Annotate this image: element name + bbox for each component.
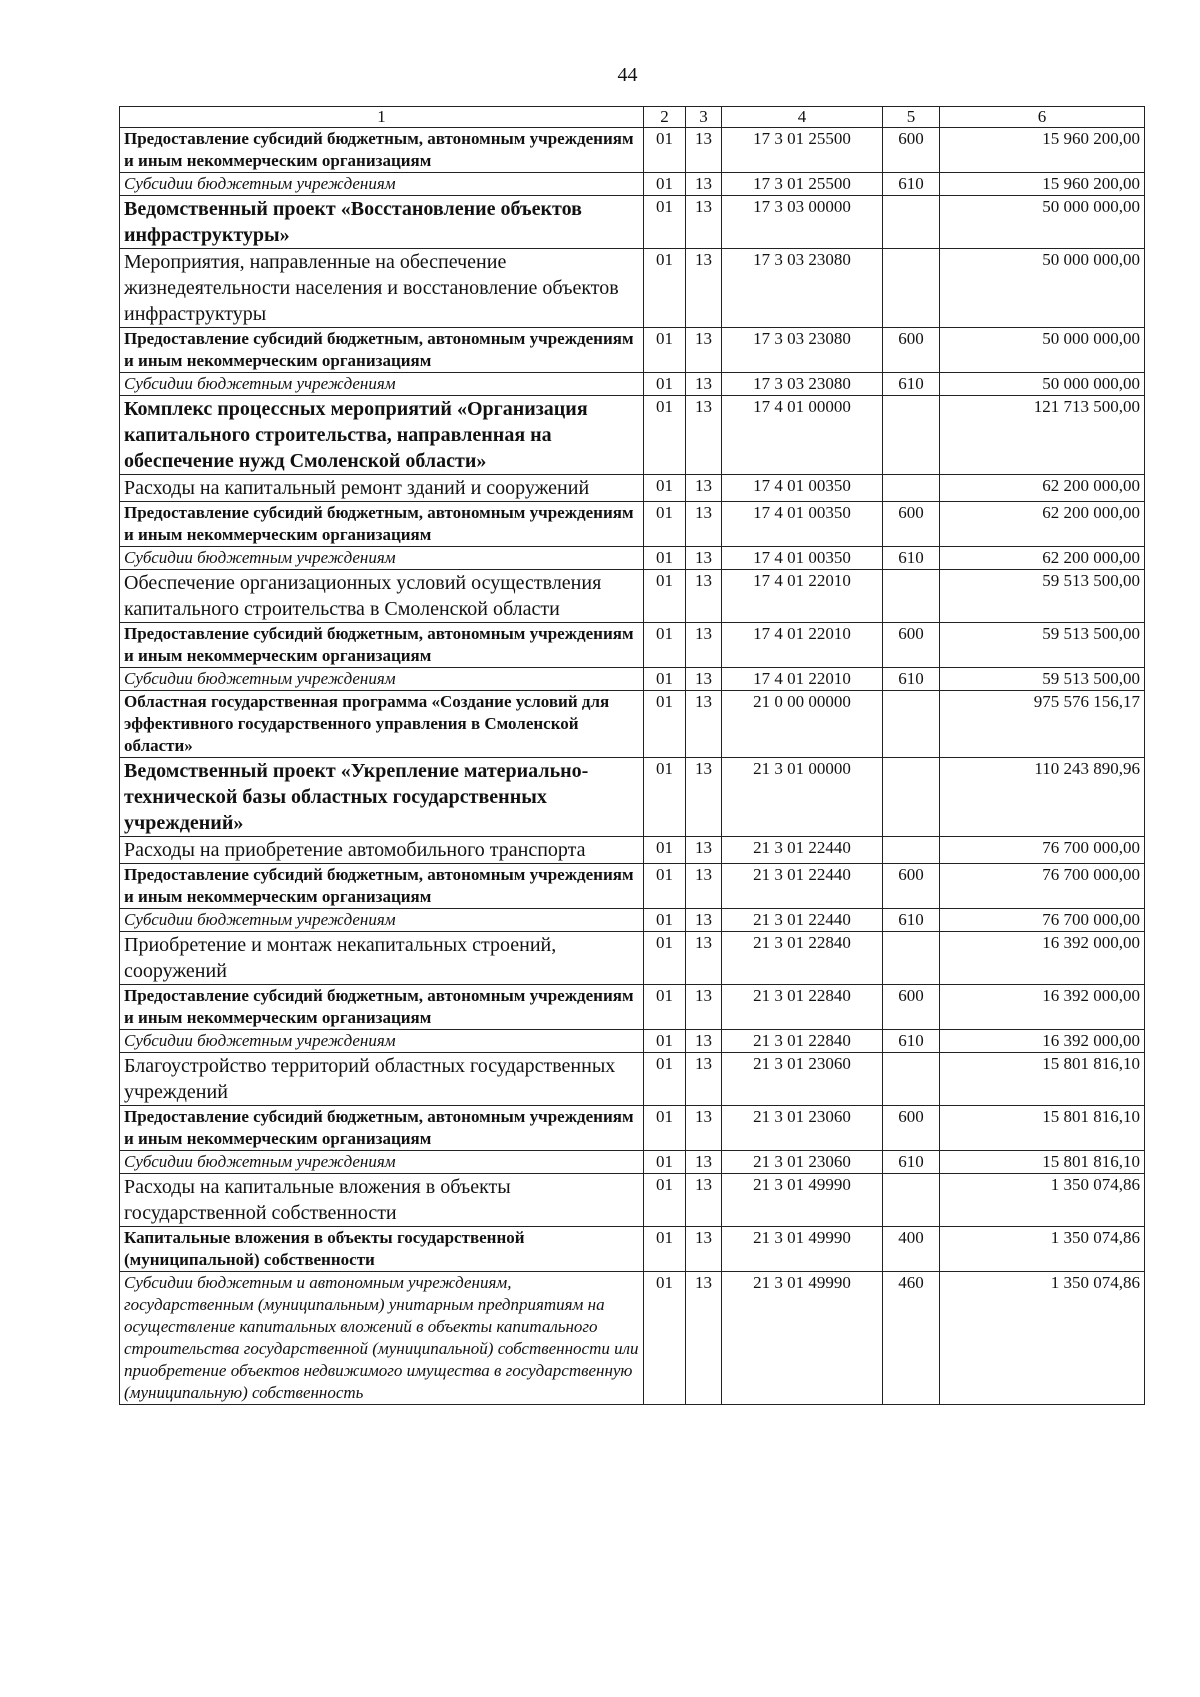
row-amount-cell: 15 960 200,00 (940, 128, 1145, 173)
row-name-cell: Приобретение и монтаж некапитальных строений, сооружений (120, 932, 644, 985)
row-amount-cell: 59 513 500,00 (940, 668, 1145, 691)
row-target-code-cell: 17 4 01 00350 (722, 502, 883, 547)
row-name-cell: Обеспечение организационных условий осуществления капитального строительства в Смоленской области (120, 570, 644, 623)
row-expense-type-cell: 600 (883, 328, 940, 373)
row-section-cell: 01 (644, 1272, 686, 1405)
row-target-code-cell: 17 4 01 00000 (722, 396, 883, 475)
row-subsection-cell: 13 (686, 196, 722, 249)
header-row (120, 107, 1145, 128)
row-subsection-cell: 13 (686, 1053, 722, 1106)
row-name-cell: Предоставление субсидий бюджетным, автономным учреждениям и иным некоммерческим организациям (120, 623, 644, 668)
table-row (120, 1151, 1145, 1174)
row-section-cell: 01 (644, 1174, 686, 1227)
row-section-cell: 01 (644, 864, 686, 909)
table-row (120, 691, 1145, 758)
table-row (120, 864, 1145, 909)
table-row (120, 547, 1145, 570)
table-row (120, 932, 1145, 985)
row-expense-type-cell: 600 (883, 1106, 940, 1151)
row-section-cell: 01 (644, 1030, 686, 1053)
table-row (120, 173, 1145, 196)
table-row (120, 396, 1145, 475)
row-target-code-cell: 17 4 01 22010 (722, 668, 883, 691)
row-expense-type-cell (883, 1053, 940, 1106)
row-name-cell: Предоставление субсидий бюджетным, автономным учреждениям и иным некоммерческим организациям (120, 502, 644, 547)
table-row (120, 502, 1145, 547)
row-expense-type-cell: 610 (883, 173, 940, 196)
row-target-code-cell: 17 4 01 00350 (722, 547, 883, 570)
row-expense-type-cell (883, 396, 940, 475)
row-name-cell: Комплекс процессных мероприятий «Организация капитального строительства, направленная на обеспечение нужд Смоленской области» (120, 396, 644, 475)
row-name-cell: Субсидии бюджетным учреждениям (120, 1030, 644, 1053)
row-target-code-cell: 17 4 01 00350 (722, 475, 883, 502)
row-section-cell: 01 (644, 173, 686, 196)
row-section-cell: 01 (644, 373, 686, 396)
row-amount-cell: 62 200 000,00 (940, 475, 1145, 502)
row-section-cell: 01 (644, 475, 686, 502)
row-section-cell: 01 (644, 932, 686, 985)
row-amount-cell: 50 000 000,00 (940, 249, 1145, 328)
row-subsection-cell: 13 (686, 837, 722, 864)
row-amount-cell: 50 000 000,00 (940, 196, 1145, 249)
row-subsection-cell: 13 (686, 475, 722, 502)
table-row (120, 1106, 1145, 1151)
table-row (120, 1053, 1145, 1106)
row-target-code-cell: 21 3 01 22440 (722, 864, 883, 909)
row-target-code-cell: 21 3 01 49990 (722, 1272, 883, 1405)
row-subsection-cell: 13 (686, 1174, 722, 1227)
column-header-1: 1 (120, 107, 644, 128)
row-amount-cell: 15 960 200,00 (940, 173, 1145, 196)
row-expense-type-cell (883, 249, 940, 328)
row-name-cell: Субсидии бюджетным учреждениям (120, 668, 644, 691)
row-target-code-cell: 21 3 01 22440 (722, 909, 883, 932)
column-header-4: 4 (722, 107, 883, 128)
row-name-cell: Ведомственный проект «Восстановление объектов инфраструктуры» (120, 196, 644, 249)
row-amount-cell: 110 243 890,96 (940, 758, 1145, 837)
row-target-code-cell: 17 3 03 23080 (722, 373, 883, 396)
row-name-cell: Ведомственный проект «Укрепление материально-технической базы областных государственных учреждений» (120, 758, 644, 837)
row-expense-type-cell: 600 (883, 502, 940, 547)
row-expense-type-cell: 600 (883, 985, 940, 1030)
row-subsection-cell: 13 (686, 932, 722, 985)
row-subsection-cell: 13 (686, 985, 722, 1030)
row-amount-cell: 16 392 000,00 (940, 1030, 1145, 1053)
row-target-code-cell: 17 4 01 22010 (722, 623, 883, 668)
table-row (120, 328, 1145, 373)
row-subsection-cell: 13 (686, 1151, 722, 1174)
table-body (120, 128, 1145, 1405)
row-name-cell: Предоставление субсидий бюджетным, автономным учреждениям и иным некоммерческим организациям (120, 985, 644, 1030)
column-header-3: 3 (686, 107, 722, 128)
row-section-cell: 01 (644, 196, 686, 249)
page-number: 44 (617, 64, 638, 86)
table-row (120, 249, 1145, 328)
row-section-cell: 01 (644, 396, 686, 475)
row-subsection-cell: 13 (686, 1272, 722, 1405)
row-name-cell: Субсидии бюджетным и автономным учреждениям, государственным (муниципальным) унитарным предприятиям на осуществление капитальных вложений в объекты капитального строительства государственной (муниципальной) собственности или приобретение объектов недвижимого имущества в государственную (муниципальную) собственность (120, 1272, 644, 1405)
row-expense-type-cell: 600 (883, 864, 940, 909)
row-expense-type-cell: 610 (883, 1151, 940, 1174)
row-amount-cell: 1 350 074,86 (940, 1174, 1145, 1227)
row-subsection-cell: 13 (686, 547, 722, 570)
row-expense-type-cell: 610 (883, 1030, 940, 1053)
row-section-cell: 01 (644, 1227, 686, 1272)
row-target-code-cell: 21 3 01 49990 (722, 1174, 883, 1227)
row-expense-type-cell: 460 (883, 1272, 940, 1405)
row-expense-type-cell: 610 (883, 373, 940, 396)
table-row (120, 1030, 1145, 1053)
row-expense-type-cell (883, 570, 940, 623)
row-section-cell: 01 (644, 623, 686, 668)
row-section-cell: 01 (644, 328, 686, 373)
row-target-code-cell: 21 3 01 22440 (722, 837, 883, 864)
row-name-cell: Предоставление субсидий бюджетным, автономным учреждениям и иным некоммерческим организациям (120, 128, 644, 173)
table-row (120, 475, 1145, 502)
row-name-cell: Расходы на капитальный ремонт зданий и сооружений (120, 475, 644, 502)
row-subsection-cell: 13 (686, 623, 722, 668)
row-name-cell: Предоставление субсидий бюджетным, автономным учреждениям и иным некоммерческим организациям (120, 864, 644, 909)
row-amount-cell: 76 700 000,00 (940, 864, 1145, 909)
table-row (120, 909, 1145, 932)
row-subsection-cell: 13 (686, 373, 722, 396)
row-name-cell: Субсидии бюджетным учреждениям (120, 547, 644, 570)
row-section-cell: 01 (644, 909, 686, 932)
row-amount-cell: 16 392 000,00 (940, 932, 1145, 985)
row-subsection-cell: 13 (686, 909, 722, 932)
row-subsection-cell: 13 (686, 1030, 722, 1053)
table-row (120, 1227, 1145, 1272)
row-subsection-cell: 13 (686, 128, 722, 173)
table-row (120, 623, 1145, 668)
row-amount-cell: 1 350 074,86 (940, 1227, 1145, 1272)
column-header-5: 5 (883, 107, 940, 128)
row-amount-cell: 62 200 000,00 (940, 502, 1145, 547)
row-target-code-cell: 21 3 01 23060 (722, 1106, 883, 1151)
row-name-cell: Капитальные вложения в объекты государственной (муниципальной) собственности (120, 1227, 644, 1272)
row-amount-cell: 15 801 816,10 (940, 1053, 1145, 1106)
row-name-cell: Областная государственная программа «Создание условий для эффективного государственного управления в Смоленской области» (120, 691, 644, 758)
row-expense-type-cell: 610 (883, 909, 940, 932)
row-section-cell: 01 (644, 668, 686, 691)
row-amount-cell: 16 392 000,00 (940, 985, 1145, 1030)
row-amount-cell: 50 000 000,00 (940, 373, 1145, 396)
row-section-cell: 01 (644, 758, 686, 837)
row-section-cell: 01 (644, 1106, 686, 1151)
row-subsection-cell: 13 (686, 691, 722, 758)
row-subsection-cell: 13 (686, 396, 722, 475)
column-header-2: 2 (644, 107, 686, 128)
row-target-code-cell: 17 3 01 25500 (722, 128, 883, 173)
row-amount-cell: 76 700 000,00 (940, 837, 1145, 864)
row-section-cell: 01 (644, 1151, 686, 1174)
row-subsection-cell: 13 (686, 1227, 722, 1272)
row-amount-cell: 59 513 500,00 (940, 570, 1145, 623)
row-subsection-cell: 13 (686, 668, 722, 691)
row-expense-type-cell: 600 (883, 128, 940, 173)
table-row (120, 1272, 1145, 1405)
row-target-code-cell: 21 3 01 22840 (722, 932, 883, 985)
row-target-code-cell: 21 3 01 22840 (722, 985, 883, 1030)
row-section-cell: 01 (644, 1053, 686, 1106)
row-section-cell: 01 (644, 502, 686, 547)
row-amount-cell: 15 801 816,10 (940, 1106, 1145, 1151)
row-expense-type-cell (883, 1174, 940, 1227)
row-name-cell: Субсидии бюджетным учреждениям (120, 373, 644, 396)
row-section-cell: 01 (644, 128, 686, 173)
row-amount-cell: 62 200 000,00 (940, 547, 1145, 570)
row-expense-type-cell (883, 196, 940, 249)
row-name-cell: Субсидии бюджетным учреждениям (120, 909, 644, 932)
row-expense-type-cell: 400 (883, 1227, 940, 1272)
row-expense-type-cell (883, 691, 940, 758)
table-row (120, 837, 1145, 864)
row-amount-cell: 15 801 816,10 (940, 1151, 1145, 1174)
table-row (120, 985, 1145, 1030)
row-target-code-cell: 21 0 00 00000 (722, 691, 883, 758)
row-name-cell: Предоставление субсидий бюджетным, автономным учреждениям и иным некоммерческим организациям (120, 1106, 644, 1151)
row-amount-cell: 76 700 000,00 (940, 909, 1145, 932)
row-expense-type-cell: 610 (883, 547, 940, 570)
row-target-code-cell: 21 3 01 23060 (722, 1053, 883, 1106)
row-section-cell: 01 (644, 570, 686, 623)
row-target-code-cell: 21 3 01 00000 (722, 758, 883, 837)
row-subsection-cell: 13 (686, 570, 722, 623)
row-target-code-cell: 17 3 03 00000 (722, 196, 883, 249)
row-target-code-cell: 21 3 01 22840 (722, 1030, 883, 1053)
row-expense-type-cell: 600 (883, 623, 940, 668)
budget-table (119, 106, 1145, 1405)
row-name-cell: Расходы на капитальные вложения в объекты государственной собственности (120, 1174, 644, 1227)
table-row (120, 668, 1145, 691)
table-row (120, 1174, 1145, 1227)
row-subsection-cell: 13 (686, 758, 722, 837)
row-amount-cell: 121 713 500,00 (940, 396, 1145, 475)
row-target-code-cell: 21 3 01 49990 (722, 1227, 883, 1272)
row-section-cell: 01 (644, 547, 686, 570)
row-section-cell: 01 (644, 837, 686, 864)
row-expense-type-cell (883, 475, 940, 502)
row-subsection-cell: 13 (686, 249, 722, 328)
row-target-code-cell: 17 3 01 25500 (722, 173, 883, 196)
column-header-6: 6 (940, 107, 1145, 128)
row-expense-type-cell (883, 758, 940, 837)
row-subsection-cell: 13 (686, 1106, 722, 1151)
row-name-cell: Мероприятия, направленные на обеспечение жизнедеятельности населения и восстановление объектов инфраструктуры (120, 249, 644, 328)
row-section-cell: 01 (644, 985, 686, 1030)
row-subsection-cell: 13 (686, 328, 722, 373)
table-row (120, 128, 1145, 173)
row-target-code-cell: 21 3 01 23060 (722, 1151, 883, 1174)
table-row (120, 196, 1145, 249)
row-amount-cell: 975 576 156,17 (940, 691, 1145, 758)
row-name-cell: Благоустройство территорий областных государственных учреждений (120, 1053, 644, 1106)
row-subsection-cell: 13 (686, 173, 722, 196)
row-amount-cell: 1 350 074,86 (940, 1272, 1145, 1405)
row-expense-type-cell (883, 932, 940, 985)
row-target-code-cell: 17 3 03 23080 (722, 249, 883, 328)
row-expense-type-cell (883, 837, 940, 864)
row-subsection-cell: 13 (686, 864, 722, 909)
row-subsection-cell: 13 (686, 502, 722, 547)
row-name-cell: Субсидии бюджетным учреждениям (120, 1151, 644, 1174)
table-row (120, 758, 1145, 837)
row-expense-type-cell: 610 (883, 668, 940, 691)
table-row (120, 570, 1145, 623)
row-target-code-cell: 17 3 03 23080 (722, 328, 883, 373)
row-name-cell: Предоставление субсидий бюджетным, автономным учреждениям и иным некоммерческим организациям (120, 328, 644, 373)
row-amount-cell: 59 513 500,00 (940, 623, 1145, 668)
row-name-cell: Субсидии бюджетным учреждениям (120, 173, 644, 196)
row-section-cell: 01 (644, 691, 686, 758)
row-target-code-cell: 17 4 01 22010 (722, 570, 883, 623)
table-row (120, 373, 1145, 396)
row-section-cell: 01 (644, 249, 686, 328)
row-amount-cell: 50 000 000,00 (940, 328, 1145, 373)
row-name-cell: Расходы на приобретение автомобильного транспорта (120, 837, 644, 864)
